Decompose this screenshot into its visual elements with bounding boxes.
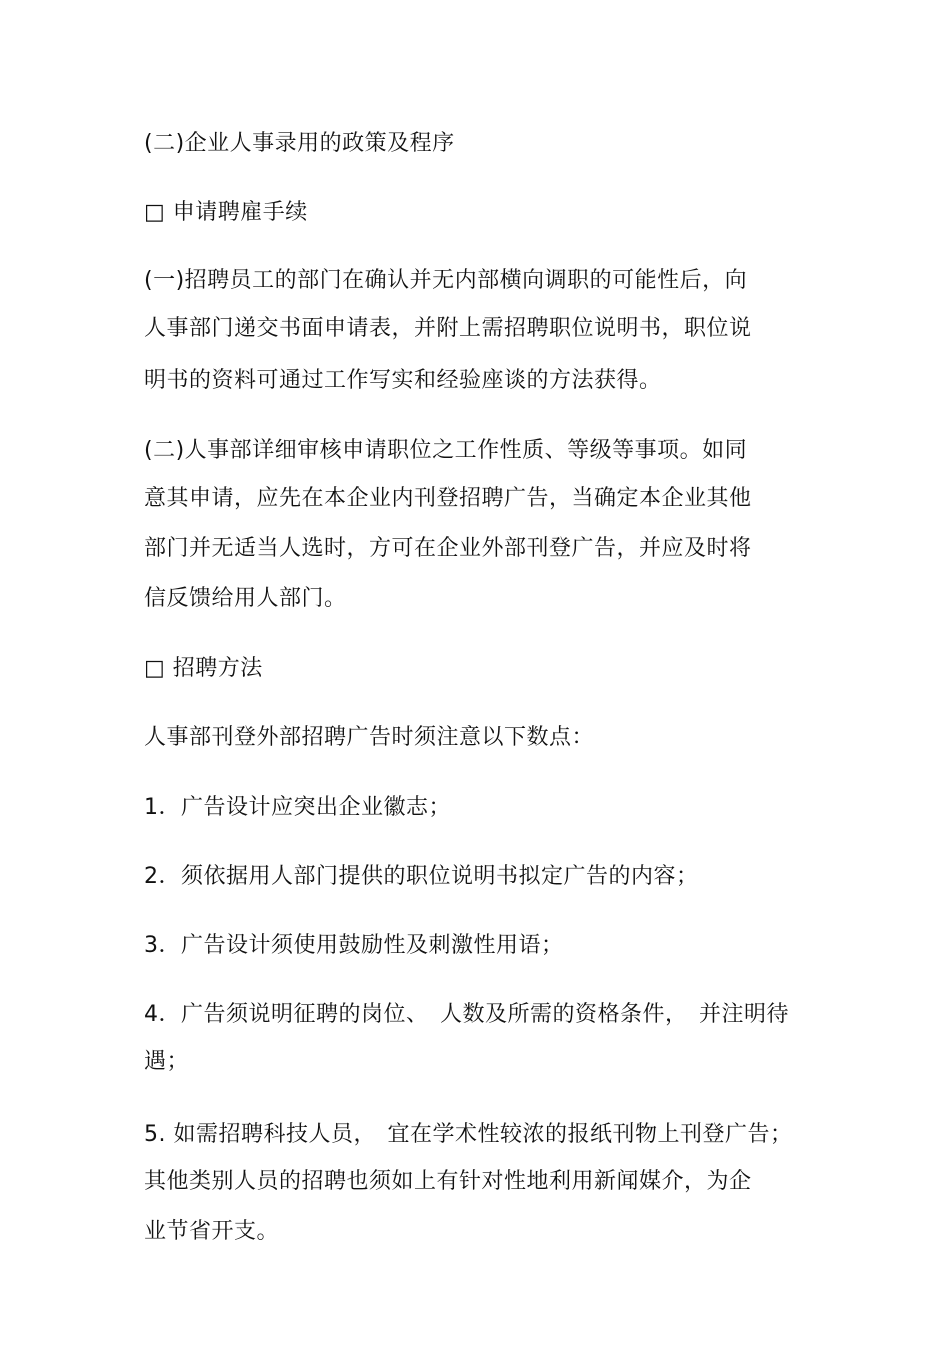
- paragraph-line: 意其申请，应先在本企业内刊登招聘广告，当确定本企业其他: [144, 486, 752, 511]
- list-item: 2．须依据用人部门提供的职位说明书拟定广告的内容；: [144, 864, 699, 889]
- paragraph-line: 明书的资料可通过工作写实和经验座谈的方法获得。: [144, 368, 662, 393]
- paragraph-line: (二)人事部详细审核申请职位之工作性质、等级等事项。如同: [144, 438, 748, 463]
- list-item-continuation: 业节省开支。: [144, 1219, 280, 1244]
- list-item: 4．广告须说明征聘的岗位、 人数及所需的资格条件， 并注明待: [144, 1002, 789, 1027]
- paragraph-line: 人事部刊登外部招聘广告时须注意以下数点：: [144, 725, 595, 750]
- subsection-heading-methods: □ 招聘方法: [144, 656, 263, 681]
- subsection-heading-application: □ 申请聘雇手续: [144, 200, 308, 225]
- list-item: 1．广告设计应突出企业徽志；: [144, 795, 451, 820]
- list-item: 5. 如需招聘科技人员， 宜在学术性较浓的报纸刊物上刊登广告；: [144, 1122, 793, 1147]
- paragraph-line: (一)招聘员工的部门在确认并无内部横向调职的可能性后，向: [144, 268, 748, 293]
- list-item: 3．广告设计须使用鼓励性及刺激性用语；: [144, 933, 564, 958]
- paragraph-line: 信反馈给用人部门。: [144, 586, 347, 611]
- section-heading: (二)企业人事录用的政策及程序: [144, 131, 455, 156]
- paragraph-line: 部门并无适当人选时，方可在企业外部刊登广告，并应及时将: [144, 536, 752, 561]
- list-item-continuation: 其他类别人员的招聘也须如上有针对性地利用新闻媒介，为企: [144, 1169, 752, 1194]
- list-item-continuation: 遇；: [144, 1049, 190, 1074]
- paragraph-line: 人事部门递交书面申请表，并附上需招聘职位说明书，职位说: [144, 316, 752, 341]
